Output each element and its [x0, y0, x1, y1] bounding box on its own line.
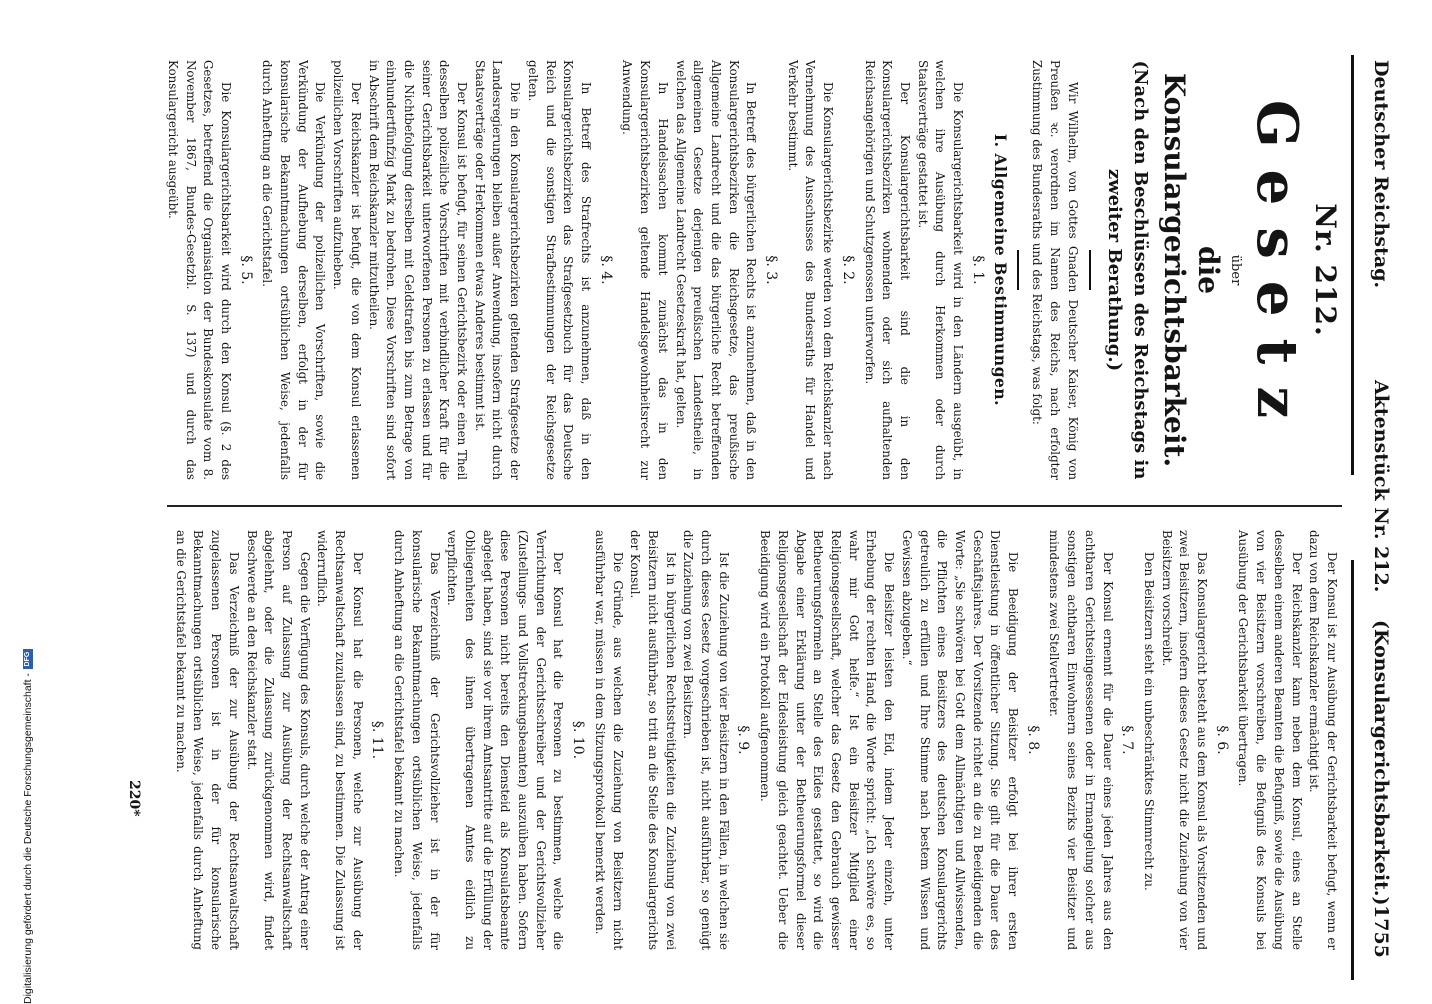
paragraph-text: Der Reichskanzler kann neben dem Konsul, eines an Stelle desselben einem anderen Beamten die Befugniß, sowie die Ausübung von vier Beisitzern vorschreiben, die Befugniß des Konsuls bei Ausübung der Gerichtsbarkeit übertragen. [1236, 530, 1304, 950]
paragraph-text: Die Beisitzer leisten den Eid, indem Jeder einzeln, unter Erhebung der rechten Hand, die Worte spricht: „Ich schwöre es, so wahr mir Gott helfe.“ Ist ein Beisitzer Mitglied einer Religionsgesellschaft, welcher das Gesetz den Gebrauch gewisser Betheuerungsformeln an Stelle des Eides gestattet, so wird die Abgabe einer Erklärung unter der Betheuerungsformel dieser Religionsgesellschaft der Eidesleistung gleich geachtet. Ueber die Beeidigung wird ein Protokoll aufgenommen. [758, 530, 897, 950]
paragraph-text: Die in den Konsulargerichtsbezirken geltenden Strafgesetze der Landesregierungen bleiben außer Anwendung, insofern nicht durch Staatsverträge oder Herkommen etwas Anderes bestimmt ist. [472, 60, 523, 480]
running-head-right: (Konsulargerichtsbarkeit.) [1370, 620, 1392, 906]
paragraph-heading: §. 7. [1119, 725, 1136, 755]
digitization-credit [22, 649, 34, 1004]
document-subtitle: (Nach den Beschlüssen des Reichstags in zweiter Berathung.) [1103, 60, 1151, 480]
paragraph-text: Der Konsul ernennt für die Dauer eines jeden Jahres aus den achtbaren Gerichtseingesessenen oder in Ermangelung solcher aus sonstigen achtbaren Einwohnern seines Bezirks vier Beisitzer und mindestens zwei Stellvertreter. [1047, 530, 1115, 950]
column-left [163, 60, 1340, 480]
dfg-logo-icon: DFG [23, 649, 33, 669]
paragraph-text: Das Konsulargericht besteht aus dem Konsul als Vorsitzenden und zwei Beisitzern, insofern dieses Gesetz nicht die Zuziehung von vier Beisitzern vorschreibt. [1159, 530, 1210, 950]
paragraph-text: Der Konsul ist zur Ausübung der Gerichtsbarkeit befugt, wenn er dazu von dem Reichskanzler ermächtigt ist. [1307, 530, 1339, 950]
header-rule-left [1351, 55, 1354, 475]
paragraph-text: Die Konsulargerichtsbezirke werden von dem Reichskanzler nach Vernehmung des Ausschusses des Bundesraths für Handel und Verkehr bestimmt. [785, 60, 836, 480]
paragraph-text: Die Konsulargerichtsbarkeit wird in den Ländern ausgeübt, in welchen ihre Ausübung durch Herkommen oder durch Staatsverträge gestattet ist. [915, 60, 966, 480]
paragraph-text: In Betreff des Strafrechts ist anzunehmen, daß in den Konsulargerichtsbezirken das Strafgesetzbuch für das Deutsche Reich und die sonstigen Strafbestimmungen der Reichsgesetze gelten. [525, 60, 594, 480]
column-right [171, 530, 1340, 950]
footer-page-mark: 220* [126, 780, 142, 817]
paragraph-heading: §. 4. [597, 255, 614, 285]
title-connector: über [1228, 254, 1244, 286]
column-divider [167, 505, 1342, 507]
paragraph-text: Das Verzeichniß der Gerichtsvollzieher ist in der für konsularische Bekanntmachungen ortsüblichen Weise, jedenfalls durch Anheftung an die Gerichtstafel bekannt zu machen. [392, 530, 442, 950]
paragraph-heading: §. 5. [237, 255, 254, 285]
paragraph-heading: §. 10. [570, 720, 587, 760]
paragraph-text: Ist in bürgerlichen Rechtsstreitigkeiten die Zuziehung von zwei Beisitzern nicht ausführbar, so tritt an die Stelle des Konsulargerichts der Konsul. [628, 530, 678, 950]
paragraph-text: Die Verkündung der polizeilichen Vorschriften, sowie die Verkündung der Aufhebung derselben, erfolgt in der für konsularische Bekanntmachungen ortsüblichen Weise, jedenfalls durch Anheftung an die Gerichtstafel. [260, 60, 328, 480]
credit-text: Digitalisierung gefördert durch die Deutsche Forschungsgemeinschaft - [22, 673, 34, 1004]
paragraph-text: Das Verzeichniß der zur Ausübung der Rechtsanwaltschaft zugelassenen Personen ist in der für konsularische Bekanntmachungen ortsüblichen Weise, jedenfalls durch Anheftung an die Gerichtstafel bekannt zu machen. [173, 530, 241, 950]
document-subject: die Konsulargerichtsbarkeit. [1157, 72, 1225, 468]
paragraph-text: Ist die Zuziehung von vier Beisitzern in den Fällen, in welchen sie durch dieses Gesetz vorgeschrieben ist, nicht ausführbar, so genügt die Zuziehung von zwei Beisitzern. [681, 530, 731, 950]
paragraph-text: Der Reichskanzler ist befugt, die von dem Konsul erlassenen polizeilichen Vorschriften aufzuheben. [331, 60, 363, 480]
paragraph-text: Den Beisitzern steht ein unbeschränktes Stimmrecht zu. [1141, 552, 1156, 891]
document-number: Nr. 212. [1309, 203, 1342, 337]
running-head-middle: Aktenstück Nr. 212. [1370, 380, 1392, 593]
paragraph-heading: §. 11. [369, 720, 386, 760]
page-number: 1755 [1370, 905, 1392, 958]
paragraph-heading: §. 9. [735, 725, 752, 755]
paragraph-heading: §. 1. [969, 255, 986, 285]
preamble: Wir Wilhelm, von Gottes Gnaden Deutscher Kaiser, König von Preußen ꝛc. verordnen im Namen des Reichs, nach erfolgter Zustimmung des Bundesraths und des Reichstags, was folgt: [1030, 60, 1080, 480]
paragraph-text: Die Beeidigung der Beisitzer erfolgt bei ihrer ersten Dienstleistung in öffentlicher Sitzung. Sie gilt für die Dauer des Geschäftsjahres. Der Vorsitzende richtet an die zu Beeidigenden die Worte: „Sie schwören bei Gott dem Allmächtigen und Allwissenden, die Pflichten eines Beisitzers des deutschen Konsulargerichts getreulich zu erfüllen und Ihre Stimme nach bestem Wissen und Gewissen abzugeben.“ [899, 530, 1021, 950]
paragraph-heading: §. 2. [839, 255, 856, 285]
header-rule-right [1351, 560, 1354, 980]
divider [1089, 250, 1091, 290]
digitization-sidebar [0, 0, 20, 1000]
paragraph-text: Die Gründe, aus welchen die Zuziehung von Beisitzern nicht ausführbar war, müssen in dem Sitzungsprotokoll bemerkt werden. [592, 530, 625, 950]
paragraph-heading: §. 3. [763, 255, 780, 285]
paragraph-text: Der Konsul hat die Personen zu bestimmen, welche die Verrichtungen der Gerichtsschreiber und der Gerichtsvollzieher (Zustellungs- und Vollstreckungsbeamten) auszuüben haben. Sofern diese Personen nicht bereits den Diensteid als Konsulatsbeamte abgelegt haben, sind sie vor ihrem Amtsantritte auf die Erfüllung der Obliegenheiten des ihnen übertragenen Amtes eidlich zu verpflichten. [445, 530, 566, 950]
paragraph-text: Der Konsulargerichtsbarkeit sind die in den Konsulargerichtsbezirken wohnenden oder sich aufhaltenden Reichsangehörigen und Schutzgenossen unterworfen. [862, 60, 912, 480]
running-head-left: Deutscher Reichstag. [1370, 60, 1392, 289]
paragraph-text: Gegen die Verfügung des Konsuls, durch welche der Antrag einer Person auf Zulassung zur Ausübung der Rechtsanwaltschaft abgelehnt, oder die Zulassung zurückgenommen wird, findet Beschwerde an den Reichskanzler statt. [244, 530, 312, 950]
paragraph-text: In Betreff des bürgerlichen Rechts ist anzunehmen, daß in den Konsulargerichtsbezirken die Reichsgesetze, das preußische Allgemeine Landrecht und die das bürgerliche Recht betreffenden allgemeinen Gesetze derjenigen preußischen Landestheile, in welchen das Allgemeine Landrecht Gesetzeskraft hat, gelten. [673, 60, 759, 480]
paragraph-text: Der Konsul ist befugt, für seinen Gerichtsbezirk oder einen Theil desselben polizeiliche Vorschriften mit verbindlicher Kraft für die seiner Gerichtsbarkeit unterworfenen Personen zu erlassen und für die Nichtbefolgung derselben mit Geldstrafen bis zum Betrage von einhundertfünfzig Mark zu bedrohen. Diese Vorschriften sind sofort in Abschrift dem Reichskanzler mitzutheilen. [366, 60, 470, 480]
divider [1017, 250, 1019, 290]
paragraph-heading: §. 8. [1024, 725, 1041, 755]
paragraph-text: Der Konsul hat die Personen, welche zur Ausübung der Rechtsanwaltschaft zuzulassen sind, zu bestimmen. Die Zulassung ist widerruflich. [315, 530, 365, 950]
section-heading: I. Allgemeine Bestimmungen. [991, 133, 1011, 407]
paragraph-text: Die Konsulargerichtsbarkeit wird durch den Konsul (§. 2 des Gesetzes, betreffend die Organisation der Bundeskonsulate vom 8. November 1867, Bundes-Gesetzbl. S. 137) und durch das Konsulargericht ausgeübt. [165, 60, 233, 480]
paragraph-text: In Handelssachen kommt zunächst das in den Konsulargerichtsbezirken geltende Handelsgewohnheitsrecht zur Anwendung. [620, 60, 670, 480]
paragraph-heading: §. 6. [1213, 725, 1230, 755]
document-title: Gesetz [1244, 99, 1311, 441]
